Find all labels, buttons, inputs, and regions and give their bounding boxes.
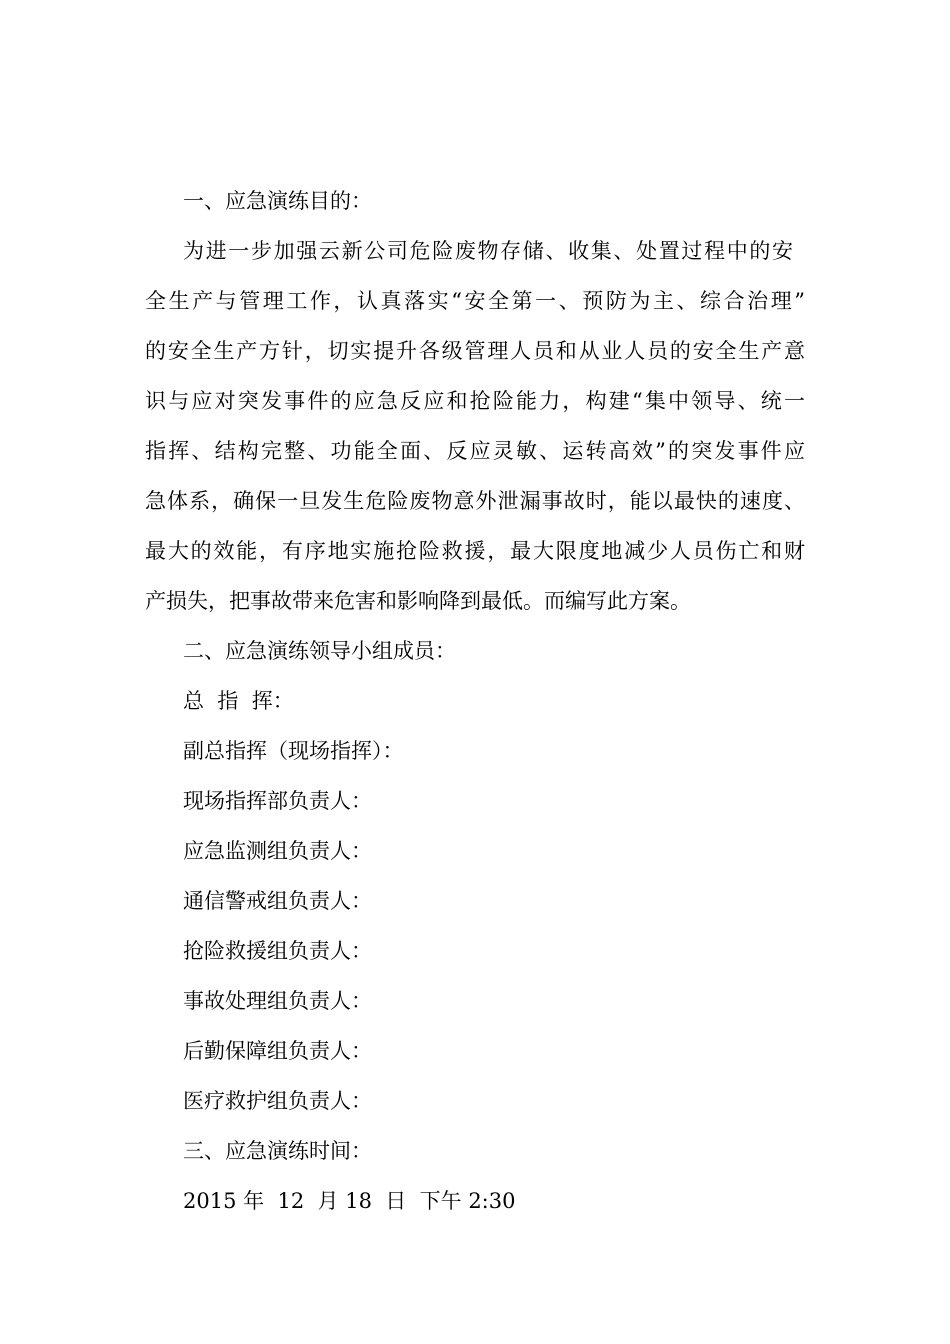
section1-heading: 一、应急演练目的： xyxy=(183,189,372,213)
section1-paragraph-line: 急体系，确保一旦发生危险废物意外泄漏事故时，能以最快的速度、 xyxy=(145,489,805,513)
section3-heading: 三、应急演练时间： xyxy=(183,1139,372,1163)
section1-paragraph-line: 指挥、结构完整、功能全面、反应灵敏、运转高效”的突发事件应 xyxy=(145,439,805,463)
role-accident-handling-group: 事故处理组负责人： xyxy=(183,989,372,1013)
section1-paragraph-line: 最大的效能，有序地实施抢险救援，最大限度地减少人员伤亡和财 xyxy=(145,539,805,563)
role-communication-group: 通信警戒组负责人： xyxy=(183,889,372,913)
role-deputy-commander: 副总指挥（现场指挥）： xyxy=(183,739,404,763)
role-medical-group: 医疗救护组负责人： xyxy=(183,1089,372,1113)
section1-paragraph-line: 产损失，把事故带来危害和影响降到最低。而编写此方案。 xyxy=(145,589,691,613)
section2-heading: 二、应急演练领导小组成员： xyxy=(183,639,456,663)
section1-paragraph-line: 识与应对突发事件的应急反应和抢险能力，构建“集中领导、统一 xyxy=(145,389,805,413)
role-rescue-group: 抢险救援组负责人： xyxy=(183,939,372,963)
drill-time: 2015 年 12 月 18 日 下午 2:30 xyxy=(183,1189,516,1213)
section1-paragraph-line: 全生产与管理工作，认真落实“安全第一、预防为主、综合治理” xyxy=(145,289,805,313)
role-onsite-command: 现场指挥部负责人： xyxy=(183,789,372,813)
role-chief-commander: 总 指 挥： xyxy=(183,689,294,713)
section1-paragraph-line: 为进一步加强云新公司危险废物存储、收集、处置过程中的安 xyxy=(183,239,793,263)
role-monitoring-group: 应急监测组负责人： xyxy=(183,839,372,863)
section1-paragraph-line: 的安全生产方针，切实提升各级管理人员和从业人员的安全生产意 xyxy=(145,339,805,363)
role-logistics-group: 后勤保障组负责人： xyxy=(183,1039,372,1063)
